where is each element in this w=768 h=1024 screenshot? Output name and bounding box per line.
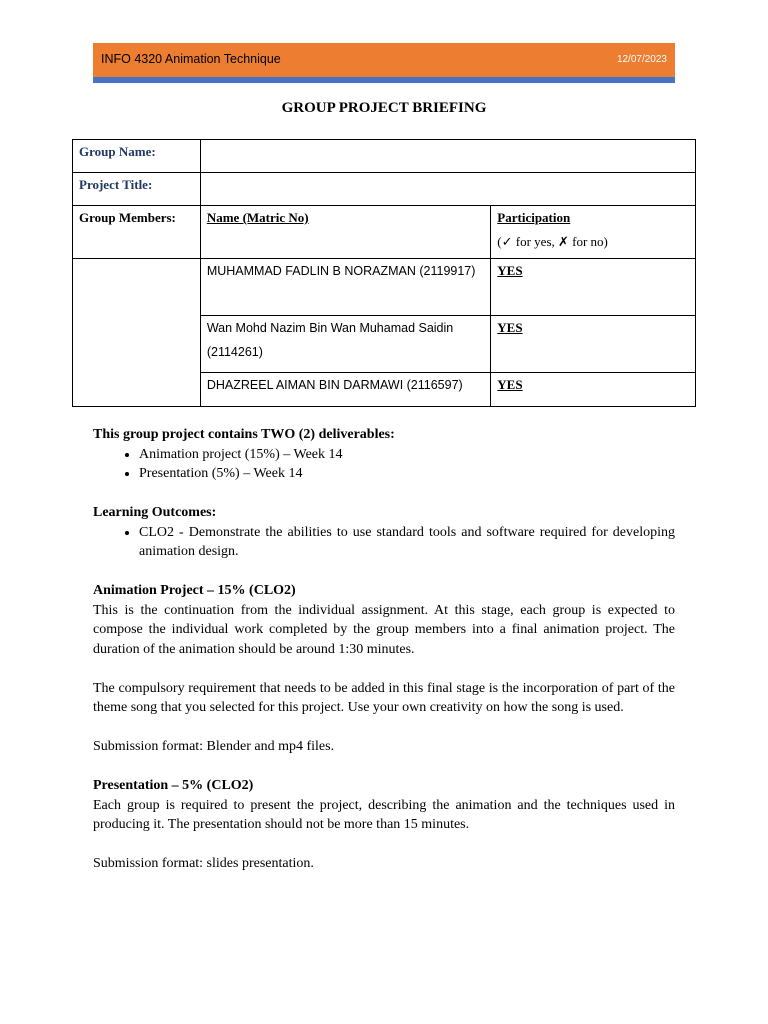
member-name: MUHAMMAD FADLIN B NORAZMAN (2119917) bbox=[206, 264, 476, 278]
participation-hint: (✓ for yes, ✗ for no) bbox=[497, 234, 608, 249]
member-name: DHAZREEL AIMAN BIN DARMAWI (2116597) bbox=[206, 378, 463, 392]
header-date: 12/07/2023 bbox=[616, 54, 667, 65]
presentation-submission: Submission format: slides presentation. bbox=[93, 856, 314, 871]
project-title-row bbox=[73, 173, 696, 206]
member-name-cell bbox=[200, 316, 490, 373]
group-members-label: Group Members: bbox=[73, 206, 201, 259]
member-participation: YES bbox=[497, 263, 523, 278]
member-participation: YES bbox=[497, 320, 523, 335]
animation-project-submission: Submission format: Blender and mp4 files. bbox=[93, 739, 335, 754]
briefing-body bbox=[93, 425, 675, 874]
header-stripe bbox=[93, 77, 675, 83]
list-item: • Presentation (5%) – Week 14 bbox=[139, 464, 675, 484]
member-name-cell bbox=[200, 259, 490, 316]
project-title-value bbox=[200, 173, 695, 206]
presentation-paragraph-1: Each group is required to present the project, describing the animation and the techniques used in producing it. The presentation should not be more than 15 minutes. bbox=[93, 797, 675, 832]
table-row bbox=[73, 259, 696, 316]
group-name-value bbox=[200, 140, 695, 173]
participation-column-header bbox=[491, 206, 696, 259]
member-name: Wan Mohd Nazim Bin Wan Muhamad Saidin (2114261) bbox=[206, 321, 454, 359]
members-empty-cell bbox=[73, 259, 201, 407]
list-item: • CLO2 - Demonstrate the abilities to use standard tools and software required for developing animation design. bbox=[139, 523, 675, 562]
document-title: GROUP PROJECT BRIEFING bbox=[281, 100, 487, 116]
group-name-row bbox=[73, 140, 696, 173]
deliverables-list bbox=[93, 445, 675, 484]
member-name-cell bbox=[200, 373, 490, 407]
group-name-label: Group Name: bbox=[73, 140, 201, 173]
learning-outcomes-heading: Learning Outcomes: bbox=[93, 505, 217, 520]
animation-project-paragraph-2: The compulsory requirement that needs to be added in this final stage is the incorporation of part of the theme song that you selected for this project. Use your own creativity on how the song is used. bbox=[93, 680, 675, 715]
presentation-heading: Presentation – 5% (CLO2) bbox=[93, 778, 254, 793]
name-column-header bbox=[200, 206, 490, 259]
project-title-label: Project Title: bbox=[73, 173, 201, 206]
members-header-row bbox=[73, 206, 696, 259]
member-participation-cell bbox=[491, 373, 696, 407]
list-item: • Animation project (15%) – Week 14 bbox=[139, 445, 675, 465]
participation-header-text: Participation bbox=[497, 210, 571, 225]
header-course-title: INFO 4320 Animation Technique bbox=[101, 52, 281, 66]
learning-outcomes-list bbox=[93, 523, 675, 562]
animation-project-heading: Animation Project – 15% (CLO2) bbox=[93, 583, 296, 598]
group-info-table bbox=[72, 139, 696, 407]
name-column-header-text: Name (Matric No) bbox=[206, 210, 309, 225]
member-participation-cell bbox=[491, 259, 696, 316]
deliverables-heading: This group project contains TWO (2) deliverables: bbox=[93, 427, 395, 442]
member-participation: YES bbox=[497, 377, 523, 392]
member-participation-cell bbox=[491, 316, 696, 373]
animation-project-paragraph-1: This is the continuation from the individual assignment. At this stage, each group is expected to compose the individual work completed by the group members into a final animation project. The duration of the animation should be around 1:30 minutes. bbox=[93, 602, 675, 657]
